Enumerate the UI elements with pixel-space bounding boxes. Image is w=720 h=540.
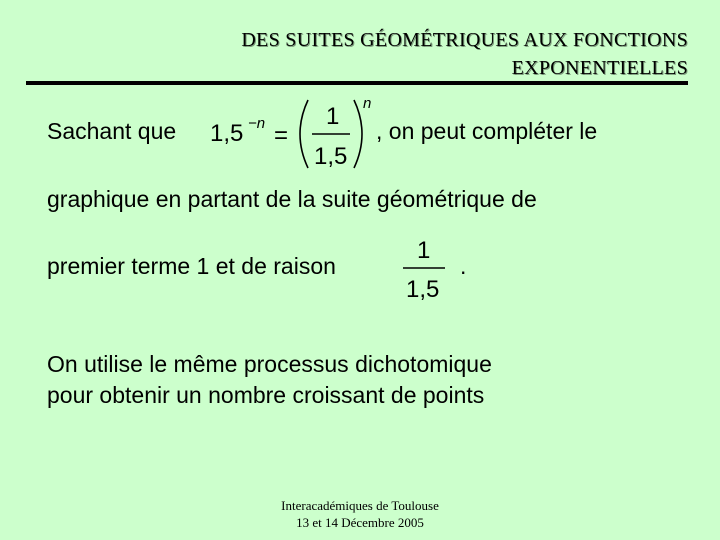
sentence-after-formula: , on peut compléter le xyxy=(376,118,598,144)
ratio-numerator: 1 xyxy=(417,237,431,264)
ratio-fraction xyxy=(402,234,446,304)
footer-line-2: 13 et 14 Décembre 2005 xyxy=(296,515,424,530)
title-underline xyxy=(26,81,688,85)
formula-equals: = xyxy=(274,122,289,149)
paragraph-line-1: On utilise le même processus dichotomique xyxy=(47,351,492,377)
slide-footer xyxy=(240,497,480,531)
ratio-denominator: 1,5 xyxy=(406,276,440,303)
formula-left-paren xyxy=(300,100,308,168)
slide-title xyxy=(88,26,688,82)
footer-line-1: Interacadémiques de Toulouse xyxy=(281,498,439,513)
paragraph-line-2: pour obtenir un nombre croissant de points xyxy=(47,382,485,408)
formula-outer-exponent: n xyxy=(363,95,372,112)
sentence-line-2: graphique en partant de la suite géométrique de xyxy=(47,186,537,212)
sentence-end: . xyxy=(460,253,467,279)
power-identity-formula xyxy=(208,94,383,174)
sentence-lead: Sachant que xyxy=(47,118,177,144)
formula-base: 1,5 xyxy=(210,120,244,147)
slide-title-line-1: DES SUITES GÉOMÉTRIQUES AUX FONCTIONS xyxy=(241,29,688,51)
formula-numerator: 1 xyxy=(326,103,340,130)
slide-title-line-2: EXPONENTIELLES xyxy=(511,57,688,79)
dichotomy-paragraph xyxy=(47,349,492,411)
formula-denominator: 1,5 xyxy=(314,143,348,170)
formula-right-paren xyxy=(354,100,362,168)
sentence-line-3: premier terme 1 et de raison xyxy=(47,253,336,279)
formula-exponent: −n xyxy=(248,115,266,132)
